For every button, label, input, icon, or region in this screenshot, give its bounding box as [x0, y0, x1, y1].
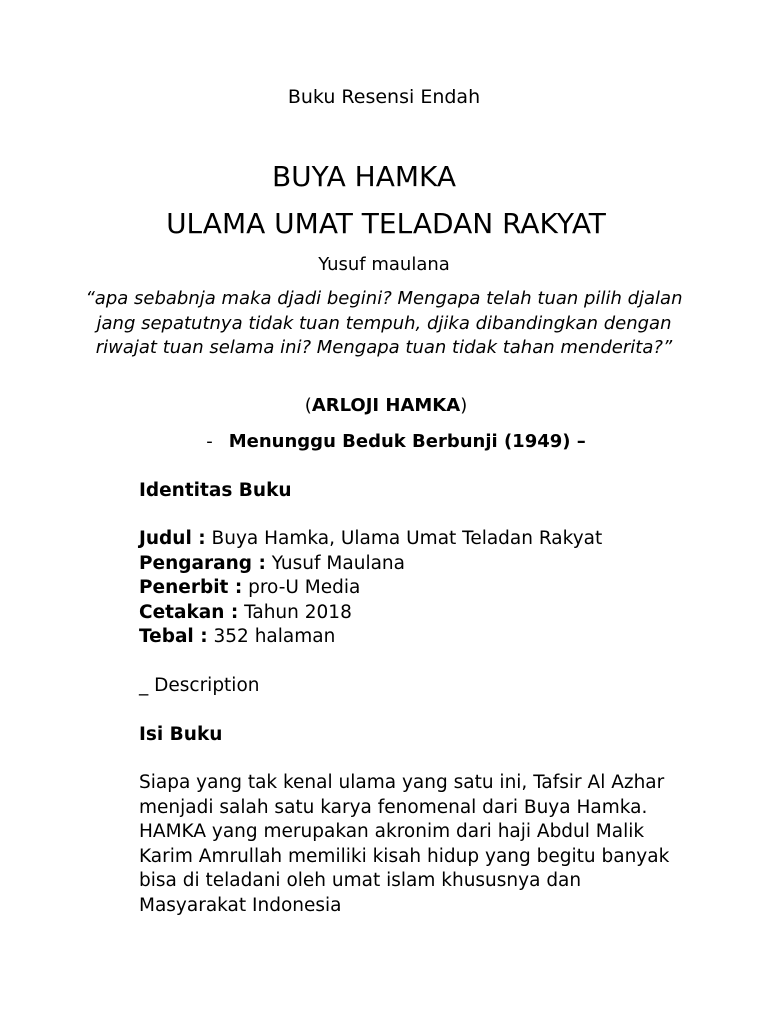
subtitle-text: Menunggu Beduk Berbunji (1949) –	[228, 431, 586, 452]
field-value: 352 halaman	[207, 626, 336, 647]
field-title	[139, 527, 699, 552]
field-value: Tahun 2018	[238, 601, 352, 623]
book-identity-fields	[139, 527, 699, 650]
identity-heading: Identitas Buku	[139, 480, 292, 501]
field-label: Judul :	[139, 528, 206, 549]
content-paragraph: Siapa yang tak kenal ulama yang satu ini, Tafsir Al Azhar menjadi salah satu karya fenomenal dari Buya Hamka. HAMKA yang merupakan akronim dari haji Abdul Malik Karim Amrullah memiliki kisah hidup yang begitu banyak bisa di teladani oleh umat islam khususnya dan Masyarakat Indonesia	[139, 772, 670, 916]
description-label: _ Description	[139, 675, 260, 696]
document-header: Buku Resensi Endah	[287, 86, 481, 108]
subtitle-dash: -	[206, 431, 213, 452]
field-label: Tebal :	[139, 626, 208, 647]
field-value: Yusuf Maulana	[265, 552, 405, 574]
quote-source	[2, 395, 768, 416]
field-label: Cetakan :	[139, 601, 239, 623]
field-pages	[139, 625, 699, 650]
field-value: pro-U Media	[242, 577, 361, 598]
field-label: Pengarang :	[139, 552, 266, 574]
opening-quote: “apa sebabnja maka djadi begini? Mengapa telah tuan pilih djalan jang sepatutnya tidak tuan tempuh, djika dibandingkan dengan riwajat tuan selama ini? Mengapa tuan tidak tahan menderita?”	[85, 288, 683, 358]
field-value: Buya Hamka, Ulama Umat Teladan Rakyat	[205, 528, 603, 549]
field-label: Penerbit :	[139, 577, 243, 598]
quote-source-name: ARLOJI HAMKA	[311, 395, 461, 416]
book-title-line2: ULAMA UMAT TELADAN RAKYAT	[166, 207, 606, 240]
quote-source-close: )	[460, 395, 468, 416]
book-title-line1: BUYA HAMKA	[271, 160, 457, 193]
field-publisher	[139, 576, 699, 601]
field-edition	[139, 601, 699, 626]
content-heading: Isi Buku	[139, 724, 223, 745]
quote-subtitle	[12, 431, 768, 452]
book-author: Yusuf maulana	[318, 254, 450, 275]
field-author	[139, 552, 699, 577]
quote-source-open: (	[304, 395, 312, 416]
